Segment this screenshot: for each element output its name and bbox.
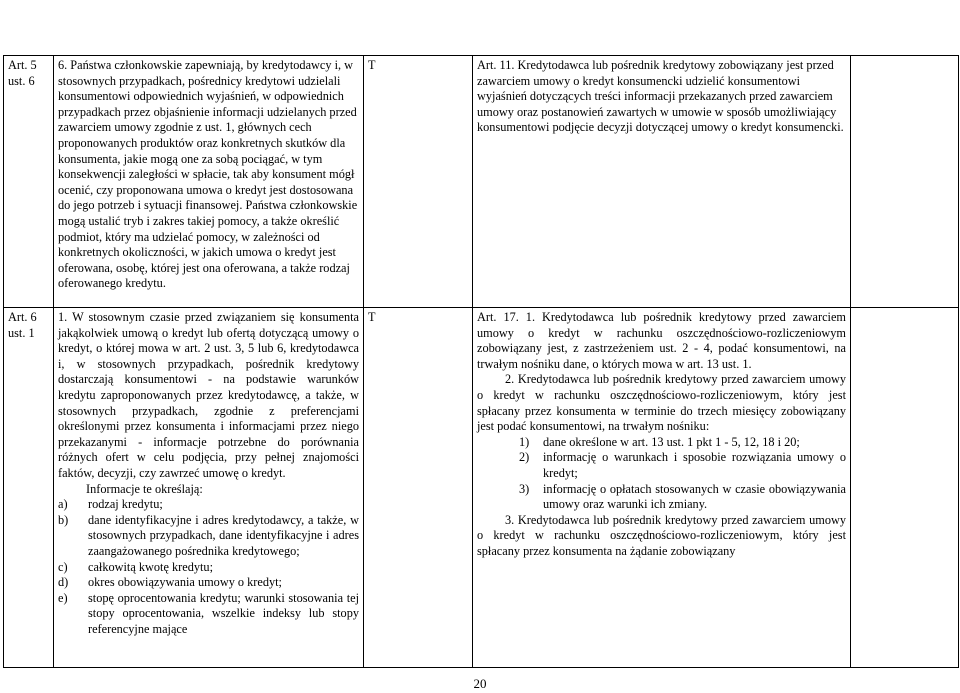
- list-item: a) rodzaj kredytu;: [58, 497, 163, 512]
- page-number: 20: [473, 676, 487, 691]
- directive-text: 6. Państwa członkowskie zapewniają, by kredytodawcy i, w stosownych przypadkach, pośrednicy kredytowi udzielali konsumentowi odpowiednich wyjaśnień, w odpowiednich przypadkach przez objaśnienie informacji udzielanych przed zawarciem umowy zgodnie z ust. 1, głównych cech proponowanych produktów oraz konkretnych skutków dla konsumenta, jakie mogą one za sobą pociągać, w tym konsekwencji zaległości w spłacie, tak aby konsument mógł ocenić, czy proponowana umowa o kredyt jest dostosowana do jego potrzeb i sytuacji finansowej. Państwa członkowskie mogą ustalić tryb i zakres takiej pomocy, a także określić podmiot, który ma udzielać pomocy, w zależności od konkretnych okoliczności, w jakich umowa o kredyt jest oferowana, osobę, której jest ona oferowana, a także rodzaj oferowanego kredytu.: [54, 56, 364, 308]
- list-item: 3) informację o opłatach stosowanych w czasie obowiązywania umowy oraz warunki ich zmiany.: [519, 481, 846, 512]
- remarks-cell: [851, 56, 959, 308]
- list-item: 1) dane określone w art. 13 ust. 1 pkt 1 - 5, 12, 18 i 20;: [519, 434, 800, 449]
- directive-reference: Art. 6 ust. 1: [4, 308, 54, 668]
- law-paragraph: Art. 17. 1. Kredytodawca lub pośrednik kredytowy przed zawarciem umowy o kredyt w rachunku oszczędnościowo-rozliczeniowym zobowiązany jest, z zastrzeżeniem ust. 2 - 4, podać konsumentowi, na trwałym nośniku dane, o których mowa w art. 13 ust. 1.: [477, 310, 846, 371]
- list-item: c) całkowitą kwotę kredytu;: [58, 559, 213, 574]
- transposition-type: T: [364, 56, 473, 308]
- law-paragraph: 2. Kredytodawca lub pośrednik kredytowy przed zawarciem umowy o kredyt w rachunku oszczędnościowo-rozliczeniowym, który jest spłacany przez konsumenta w terminie do trzech miesięcy zobowiązany jest podać konsumentowi, na trwałym nośniku:: [477, 372, 846, 434]
- transposition-type: T: [364, 308, 473, 668]
- table-row: [4, 56, 959, 308]
- list-item: b) dane identyfikacyjne i adres kredytodawcy, a także, w stosownych przypadkach, dane identyfikacyjne i adres zaangażowanego pośrednika kredytowego;: [58, 512, 359, 558]
- national-law-text: [473, 308, 851, 668]
- table-row: [4, 308, 959, 668]
- directive-reference: Art. 5 ust. 6: [4, 56, 54, 308]
- directive-text: [54, 308, 364, 668]
- correlation-table: [3, 55, 959, 668]
- list-item: 2) informację o warunkach i sposobie rozwiązania umowy o kredyt;: [519, 450, 846, 480]
- directive-paragraph: 1. W stosownym czasie przed związaniem się konsumenta jakąkolwiek umową o kredyt lub ofertą dotyczącą umowy o kredyt, o której mowa w art. 2 ust. 3, 5 lub 6, kredytodawca i, w stosownych przypadkach, pośrednik kredytowy dostarczają konsumentowi - na podstawie warunków kredytu zaproponowanych przez kredytodawcę, a także, w stosownych przypadkach, zgodnie z preferencjami określonymi przez konsumenta i informacjami przez niego przekazanymi - informacje potrzebne do porównania różnych ofert w celu podjęcia, przy pełnej znajomości faktów, decyzji, czy zawrzeć umowę o kredyt.: [58, 310, 359, 480]
- national-law-text: Art. 11. Kredytodawca lub pośrednik kredytowy zobowiązany jest przed zawarciem umowy o kredyt konsumencki udzielić konsumentowi wyjaśnień dotyczących treści informacji przekazanych przed zawarciem umowy oraz postanowień zawartych w umowie w sposób umożliwiający konsumentowi podjęcie decyzji dotyczącej umowy o kredyt konsumencki.: [473, 56, 851, 308]
- law-paragraph: 3. Kredytodawca lub pośrednik kredytowy przed zawarciem umowy o kredyt w rachunku oszczędnościowo-rozliczeniowym, który jest spłacany przez konsumenta na żądanie zobowiązany: [477, 512, 846, 558]
- remarks-cell: [851, 308, 959, 668]
- directive-lead: Informacje te określają:: [86, 481, 203, 496]
- list-item: e) stopę oprocentowania kredytu; warunki stosowania tej stopy oprocentowania, wszelkie indeksy lub stopy referencyjne mające: [58, 590, 359, 636]
- list-item: d) okres obowiązywania umowy o kredyt;: [58, 575, 282, 590]
